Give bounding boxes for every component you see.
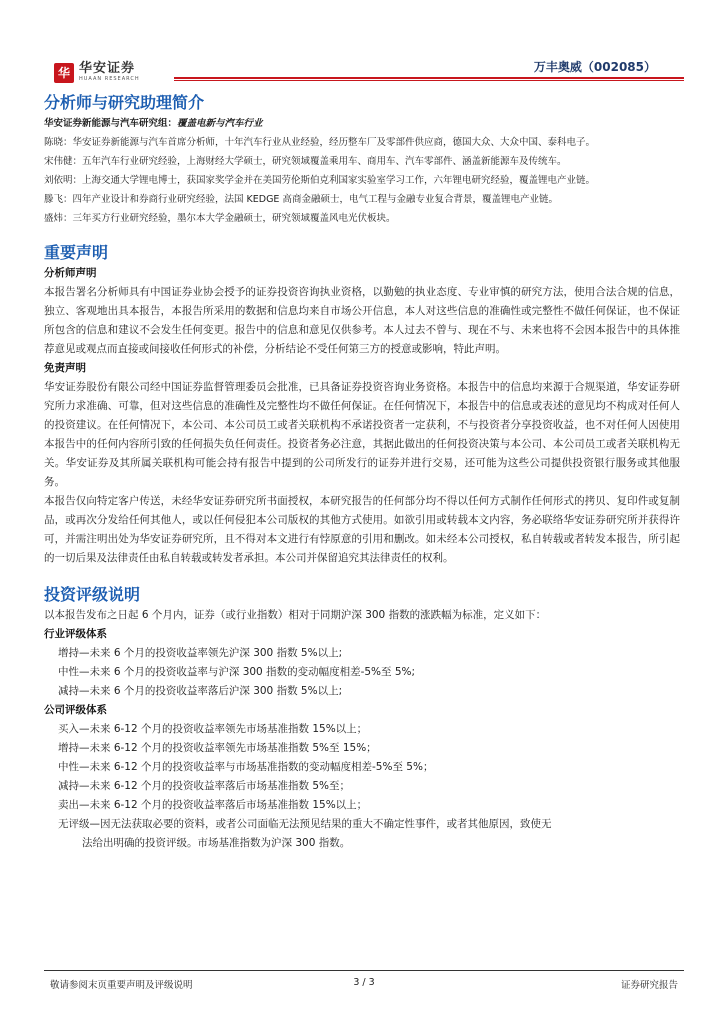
industry-rating-item: 减持—未来 6 个月的投资收益率落后沪深 300 指数 5%以上; (58, 685, 343, 697)
page-footer (44, 970, 684, 991)
report-body (44, 92, 680, 853)
company-rating-item: 中性—未来 6-12 个月的投资收益率与市场基准指数的变动幅度相差-5%至 5%； (58, 761, 434, 773)
company-rating-item: 增持—未来 6-12 个月的投资收益率领先市场基准指数 5%至 15%； (58, 742, 377, 754)
page-number: 3 / 3 (353, 977, 375, 988)
company-logo (54, 62, 140, 83)
analyst-bio: 刘依明：上海交通大学锂电博士，获国家奖学金并在美国劳伦斯伯克利国家实验室学习工作，六年锂电研究经验，覆盖锂电产业链。 (44, 175, 596, 186)
team-line (44, 114, 680, 133)
header-rule-thin (174, 80, 684, 81)
industry-rating-title: 行业评级体系 (44, 628, 107, 640)
rating-section-title: 投资评级说明 (44, 585, 141, 604)
stock-name: 万丰奥威（002085） (533, 60, 656, 74)
report-type: 证券研究报告 (620, 980, 678, 991)
analyst-bio: 盛炜：三年买方行业研究经验，墨尔本大学金融硕士，研究领域覆盖风电光伏板块。 (44, 213, 396, 224)
team-focus: 覆盖电新与汽车行业 (177, 118, 263, 129)
analyst-statement-text: 本报告署名分析师具有中国证券业协会授予的证券投资咨询执业资格，以勤勉的执业态度、专业审慎的研究方法，使用合法合规的信息，独立、客观地出具本报告，本报告所采用的数据和信息均来自市场公开信息，本人对这些信息的准确性或完整性不做任何保证，也不保证所包含的信息和建议不会发生任何变更。报告中的信息和意见仅供参考。本人过去不曾与、现在不与、未来也将不会因本报告中的具体推荐意见或观点而直接或间接收任何形式的补偿，分析结论不受任何第三方的授意或影响，特此声明。 (44, 286, 680, 355)
analyst-bio: 滕飞：四年产业设计和券商行业研究经验，法国 KEDGE 高商金融硕士，电气工程与金融专业复合背景，覆盖锂电产业链。 (44, 194, 558, 205)
footer-notice: 敬请参阅末页重要声明及评级说明 (50, 980, 193, 991)
company-rating-item: 卖出—未来 6-12 个月的投资收益率落后市场基准指数 15%以上； (58, 799, 368, 811)
logo-seal-icon: 华 (54, 63, 74, 83)
exemption-text-2: 本报告仅向特定客户传送，未经华安证券研究所书面授权，本研究报告的任何部分均不得以任何方式制作任何形式的拷贝、复印件或复制品，或再次分发给任何其他人，或以任何侵犯本公司版权的其他方式使用。如欲引用或转载本文内容，务必联络华安证券研究所并获得许可，并需注明出处为华安证券研究所，且不得对本文进行有悖原意的引用和删改。如未经本公司授权，私自转载或者转发本报告，所引起的一切后果及法律责任由私自转载或转发者承担。本公司并保留追究其法律责任的权利。 (44, 495, 680, 564)
industry-rating-item: 增持—未来 6 个月的投资收益率领先沪深 300 指数 5%以上; (58, 647, 343, 659)
analyst-bio: 宋伟健：五年汽车行业研究经验，上海财经大学硕士，研究领域覆盖乘用车、商用车、汽车零部件、涵盖新能源车及传统车。 (44, 156, 567, 167)
team-lead: 华安证券新能源与汽车研究组： (44, 118, 178, 129)
company-rating-item: 买入—未来 6-12 个月的投资收益率领先市场基准指数 15%以上； (58, 723, 368, 735)
analyst-statement-title: 分析师声明 (44, 267, 97, 279)
exemption-title: 免责声明 (44, 362, 86, 374)
no-rating-line-2: 法给出明确的投资评级。市场基准指数为沪深 300 指数。 (82, 837, 351, 849)
company-rating-title: 公司评级体系 (44, 704, 107, 716)
disclaimer-section-title: 重要声明 (44, 243, 109, 262)
no-rating-line-1: 无评级—因无法获取必要的资料，或者公司面临无法预见结果的重大不确定性事件，或者其他原因，致使无 (58, 818, 552, 830)
industry-rating-item: 中性—未来 6 个月的投资收益率与沪深 300 指数的变动幅度相差-5%至 5%; (58, 666, 416, 678)
company-rating-item: 减持—未来 6-12 个月的投资收益率落后市场基准指数 5%至； (58, 780, 350, 792)
exemption-text-1: 华安证券股份有限公司经中国证券监督管理委员会批准，已具备证券投资咨询业务资格。本报告中的信息均来源于合规渠道，华安证券研究所力求准确、可靠，但对这些信息的准确性及完整性均不做任何保证。在任何情况下，本报告中的信息或表述的意见均不构成对任何人的投资建议。在任何情况下，本公司、本公司员工或者关联机构不承诺投资者一定获利，不与投资者分享投资收益，也不对任何人因使用本报告中的任何内容所引致的任何损失负任何责任。投资者务必注意，其据此做出的任何投资决策与本公司、本公司员工或者关联机构无关。华安证券及其所属关联机构可能会持有报告中提到的公司所发行的证券并进行交易，还可能为这些公司提供投资银行服务或其他服务。 (44, 381, 680, 488)
analyst-bio: 陈晓：华安证券新能源与汽车首席分析师，十年汽车行业从业经验，经历整车厂及零部件供应商，德国大众、大众中国、泰科电子。 (44, 137, 596, 148)
page-header (44, 56, 684, 90)
rating-intro: 以本报告发布之日起 6 个月内，证券（或行业指数）相对于同期沪深 300 指数的涨跌幅为标准，定义如下： (44, 609, 547, 621)
logo-name-cn: 华安证券 (79, 61, 136, 76)
analyst-section-title: 分析师与研究助理简介 (44, 93, 205, 112)
logo-name-en: HUAAN RESEARCH (79, 76, 140, 82)
header-rule (174, 77, 684, 79)
